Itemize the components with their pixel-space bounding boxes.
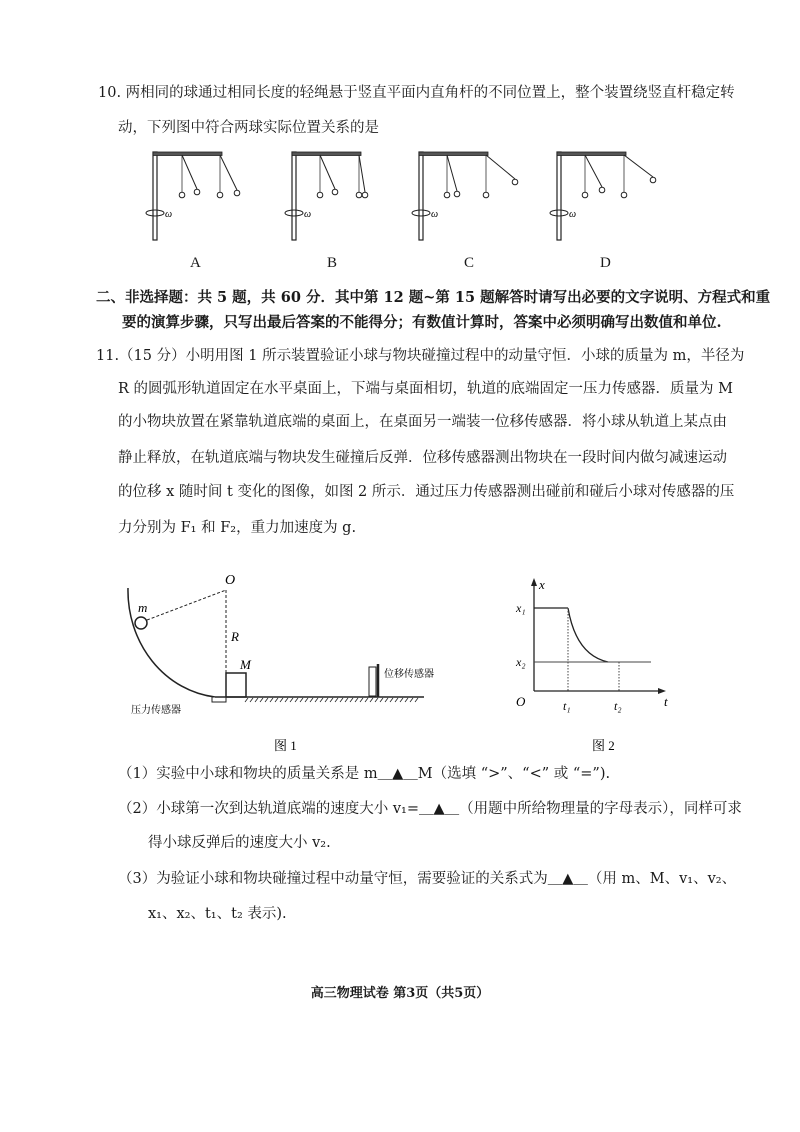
q10-line-2: 动，下列图中符合两球实际位置关系的是 [118, 120, 379, 136]
ball [234, 190, 240, 196]
q11-line-6: 力分别为 F₁ 和 F₂，重力加速度为 g. [118, 520, 357, 536]
hatch-mark [295, 698, 298, 702]
omega-label: ω [304, 209, 312, 220]
string [320, 155, 335, 189]
string [486, 155, 515, 179]
hatch-mark [245, 698, 248, 702]
hatch-mark [290, 698, 293, 702]
omega-label: ω [165, 209, 173, 220]
hatch-mark [365, 698, 368, 702]
figure-2-caption: 图 2 [592, 738, 615, 753]
hatch-mark [400, 698, 403, 702]
pressure-sensor [212, 697, 226, 702]
string [585, 155, 602, 187]
label-O: O [225, 573, 236, 588]
subquestion-2-cont: 得小球反弹后的速度大小 v₂. [148, 835, 331, 851]
ball [454, 191, 460, 197]
subquestion-3: （3）为验证小球和物块碰撞过程中动量守恒，需要验证的关系式为＿▲＿（用 m、M、v₁、v₂、 [118, 871, 737, 887]
hatch-mark [265, 698, 268, 702]
hatch-mark [300, 698, 303, 702]
hatch-mark [305, 698, 308, 702]
subquestion-3-cont: x₁、x₂、t₁、t₂ 表示). [148, 906, 287, 922]
omega-label: ω [431, 209, 439, 220]
table-hatching [245, 698, 418, 702]
option-c-label[interactable]: C [464, 255, 475, 271]
hatch-mark [275, 698, 278, 702]
reference-ball [444, 192, 450, 198]
reference-ball [582, 192, 588, 198]
hatch-mark [395, 698, 398, 702]
hatch-mark [255, 698, 258, 702]
hatch-mark [380, 698, 383, 702]
hatch-mark [360, 698, 363, 702]
label-pressure-sensor: 压力传感器 [131, 705, 181, 716]
hatch-mark [260, 698, 263, 702]
reference-ball [483, 192, 489, 198]
hatch-mark [390, 698, 393, 702]
reference-ball [179, 192, 185, 198]
displacement-sensor [369, 667, 376, 696]
string [447, 155, 457, 191]
horizontal-rod [419, 152, 488, 156]
section2-line-1: 二、非选择题：共 5 题，共 60 分．其中第 12 题~第 15 题解答时请写出必要的文字说明、方程式和重 [96, 289, 771, 306]
ball-m [135, 617, 147, 629]
option-b-label[interactable]: B [327, 255, 338, 271]
hatch-mark [405, 698, 408, 702]
hatch-mark [310, 698, 313, 702]
horizontal-rod [292, 152, 361, 156]
label-M: M [240, 657, 251, 672]
hatch-mark [410, 698, 413, 702]
pendulum-figure-d [550, 152, 656, 240]
section2-line-2: 要的演算步骤，只写出最后答案的不能得分；有数值计算时，答案中必须明确写出数值和单位. [122, 314, 722, 331]
ball [650, 177, 656, 183]
figure-2-graph [515, 577, 668, 753]
label-t2: t₂ [614, 699, 622, 713]
hatch-mark [345, 698, 348, 702]
pendulum-figure-a [146, 152, 240, 240]
q11-line-2: R 的圆弧形轨道固定在水平桌面上，下端与桌面相切，轨道的底端固定一压力传感器．质量为 M [118, 381, 733, 397]
reference-ball [317, 192, 323, 198]
ball [332, 189, 338, 195]
hatch-mark [285, 698, 288, 702]
hatch-mark [250, 698, 253, 702]
q11-line-4: 静止释放，在轨道底端与物块发生碰撞后反弹．位移传感器测出物块在一段时间内做匀减速运动 [118, 450, 727, 466]
vertical-rod [153, 152, 157, 240]
pendulum-figure-b [285, 152, 368, 240]
arc-track [128, 588, 215, 697]
string [624, 155, 653, 177]
horizontal-rod [557, 152, 626, 156]
t-axis-arrow [658, 688, 666, 694]
label-R: R [231, 629, 239, 644]
page-footer: 高三物理试卷 第3页（共5页） [310, 986, 490, 1001]
label-x2: x₂ [516, 655, 526, 669]
radius-dashed [147, 590, 226, 620]
hatch-mark [335, 698, 338, 702]
label-t: t [664, 694, 668, 709]
vertical-rod [292, 152, 296, 240]
option-d-label[interactable]: D [600, 255, 611, 271]
vertical-rod [557, 152, 561, 240]
hatch-mark [385, 698, 388, 702]
hatch-mark [375, 698, 378, 702]
omega-label: ω [569, 209, 577, 220]
ball [194, 189, 200, 195]
reference-ball [621, 192, 627, 198]
string [220, 155, 237, 190]
q10-line-1: 10. 两相同的球通过相同长度的轻绳悬于竖直平面内直角杆的不同位置上，整个装置绕竖直杆稳定转 [98, 85, 735, 101]
hatch-mark [280, 698, 283, 702]
ball [362, 192, 368, 198]
hatch-mark [340, 698, 343, 702]
string [359, 155, 365, 192]
hatch-mark [320, 698, 323, 702]
label-origin: O [516, 694, 526, 709]
label-x1: x₁ [516, 601, 526, 615]
q11-line-3: 的小物块放置在紧靠轨道底端的桌面上，在桌面另一端装一位移传感器．将小球从轨道上某点由 [118, 414, 727, 430]
q10-pendulum-figures [0, 0, 800, 290]
subquestion-1: （1）实验中小球和物块的质量关系是 m＿▲＿M（选填 “>”、“<” 或 “=”). [118, 766, 611, 782]
block-M [226, 673, 246, 697]
subquestion-2: （2）小球第一次到达轨道底端的速度大小 v₁=＿▲＿（用题中所给物理量的字母表示），同样可求 [118, 801, 742, 817]
q11-line-5: 的位移 x 随时间 t 变化的图像，如图 2 所示．通过压力传感器测出碰前和碰后小球对传感器的压 [118, 484, 735, 500]
reference-ball [356, 192, 362, 198]
hatch-mark [355, 698, 358, 702]
string [182, 155, 197, 189]
hatch-mark [315, 698, 318, 702]
hatch-mark [415, 698, 418, 702]
y-axis-arrow [531, 578, 537, 586]
reference-ball [217, 192, 223, 198]
option-a-label[interactable]: A [190, 255, 201, 271]
q11-line-1: 11.（15 分）小明用图 1 所示装置验证小球与物块碰撞过程中的动量守恒．小球的质量为 m，半径为 [96, 348, 745, 364]
decay-curve [568, 608, 608, 662]
label-displacement-sensor: 位移传感器 [384, 669, 434, 680]
pendulum-figure-c [412, 152, 518, 240]
label-x: x [539, 577, 545, 592]
label-t1: t₁ [563, 699, 571, 713]
hatch-mark [350, 698, 353, 702]
horizontal-rod [153, 152, 222, 156]
hatch-mark [370, 698, 373, 702]
label-m: m [138, 600, 148, 615]
vertical-rod [419, 152, 423, 240]
hatch-mark [270, 698, 273, 702]
hatch-mark [330, 698, 333, 702]
ball [599, 187, 605, 193]
hatch-mark [325, 698, 328, 702]
ball [512, 179, 518, 185]
figure-1-caption: 图 1 [274, 738, 297, 753]
